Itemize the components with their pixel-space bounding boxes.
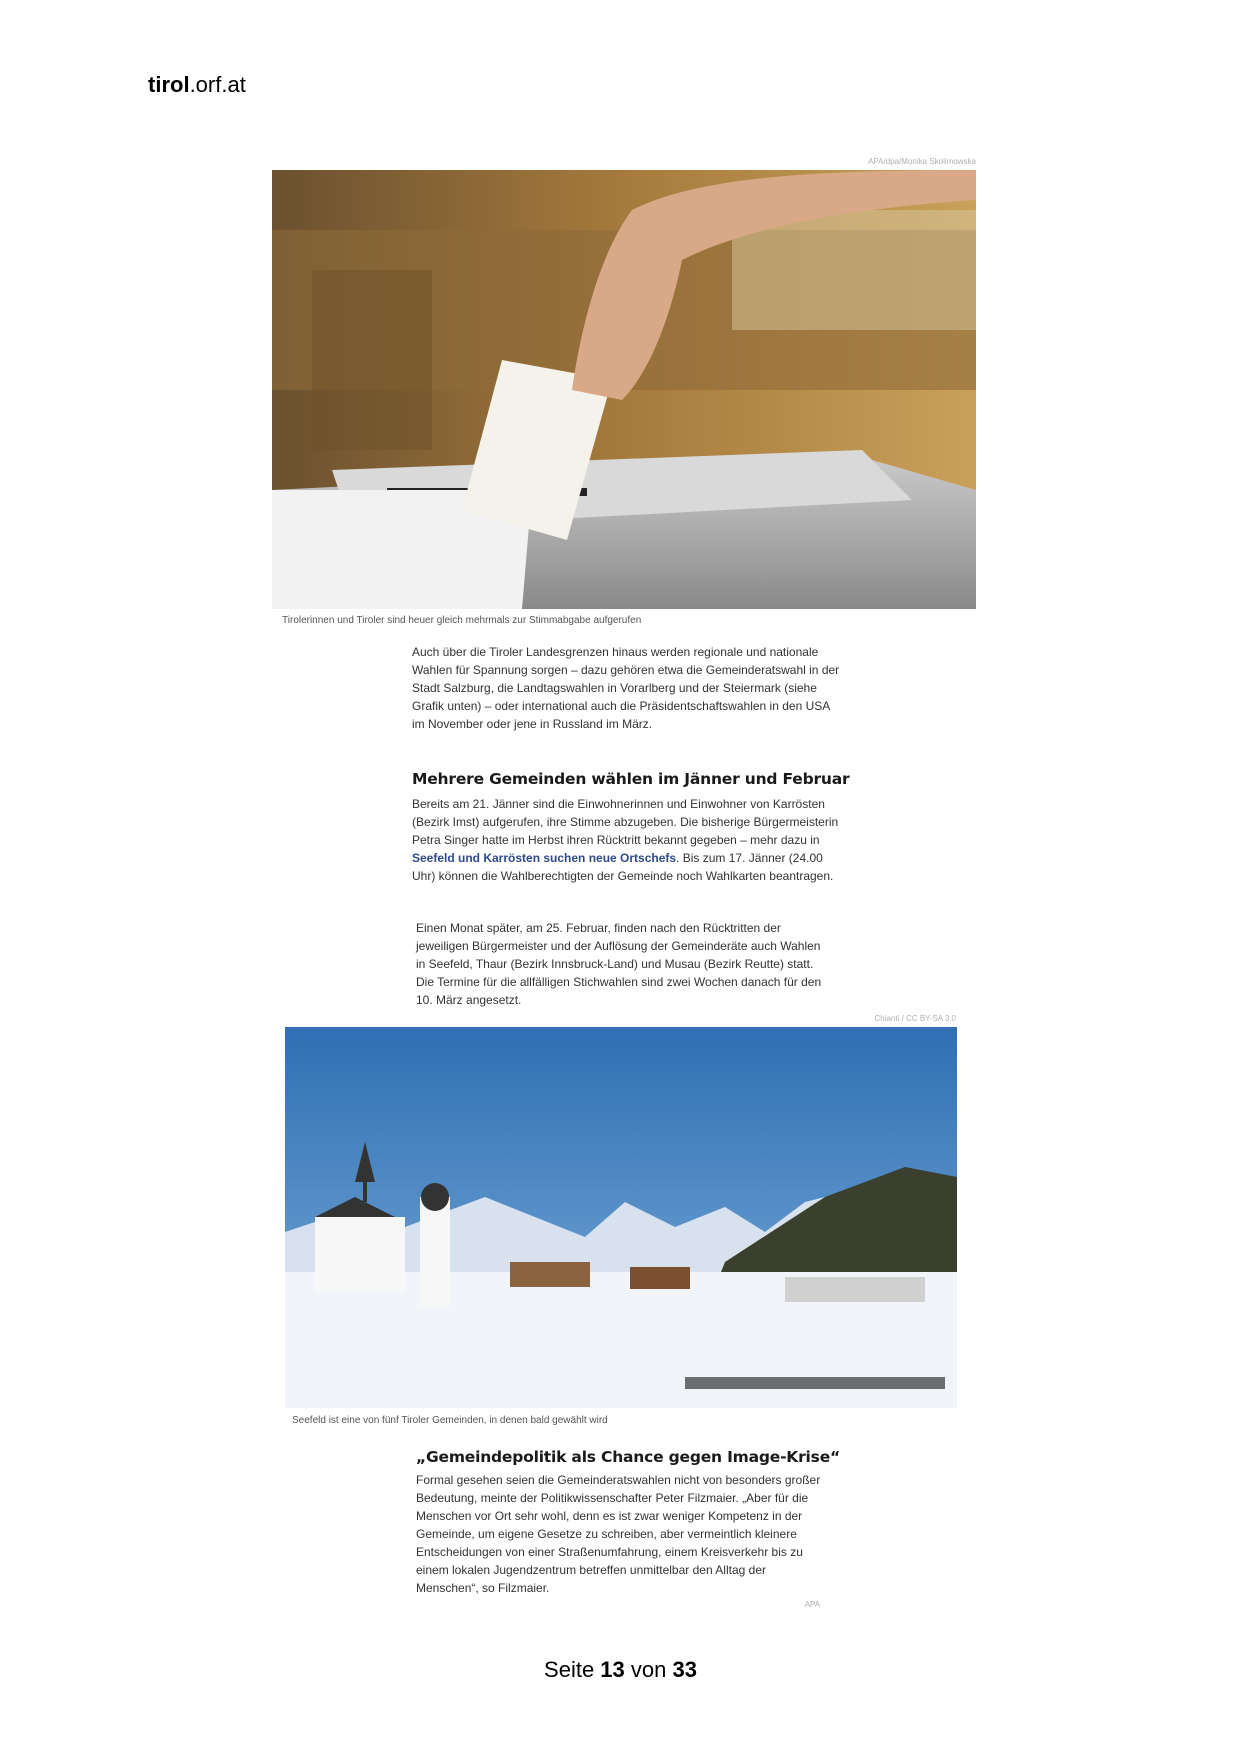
photo-credit: Chianti / CC BY-SA 3.0	[874, 1014, 956, 1023]
intro-paragraph: Auch über die Tiroler Landesgrenzen hinaus werden regionale und nationale Wahlen für Spannung sorgen – dazu gehören etwa die Gemeinderatswahl in der Stadt Salzburg, die Landtagswahlen in Vorarlberg und der Steiermark (siehe Grafik unten) – oder international auch die Präsidentschaftswahlen in den USA im November oder jene in Russland im März.	[412, 645, 840, 731]
site-name-domain: .orf.at	[189, 72, 246, 97]
article-link[interactable]: Seefeld und Karrösten suchen neue Ortschefs	[412, 851, 677, 865]
body-text: . Bis zum 17. Jänner (24.00 Uhr) können die Wahlberechtigten der Gemeinde noch Wahlkarten beantragen.	[412, 851, 834, 883]
body-text: Bereits am 21. Jänner sind die Einwohnerinnen und Einwohner von Karrösten (Bezirk Imst) aufgerufen, ihre Stimme abzugeben. Die bisherige Bürgermeisterin Petra Singer hatte im Herbst ihren Rücktritt bekannt gegeben – mehr dazu in	[412, 797, 839, 847]
page-label-von: von	[624, 1657, 673, 1682]
photo-credit: APA/dpa/Monika Skolimowska	[868, 157, 976, 166]
section-heading: „Gemeindepolitik als Chance gegen Image-Krise“	[416, 1448, 840, 1466]
section-heading: Mehrere Gemeinden wählen im Jänner und Februar	[412, 770, 850, 788]
site-name-bold: tirol	[148, 72, 190, 97]
seefeld-winter-photo	[285, 1027, 957, 1408]
page-footer	[0, 1657, 1241, 1683]
photo-caption: Seefeld ist eine von fünf Tiroler Gemeinden, in denen bald gewählt wird	[292, 1415, 608, 1426]
site-header	[148, 72, 246, 98]
photo-credit: APA	[804, 1600, 820, 1609]
body-paragraph: Einen Monat später, am 25. Februar, finden nach den Rücktritten der jeweiligen Bürgermeister und der Auflösung der Gemeinderäte auch Wahlen in Seefeld, Thaur (Bezirk Innsbruck-Land) und Musau (Bezirk Reutte) statt. Die Termine für die allfälligen Stichwahlen sind zwei Wochen danach für den 10. März angesetzt.	[416, 921, 822, 1007]
ballot-box-photo	[272, 170, 976, 609]
page-total: 33	[672, 1657, 697, 1682]
body-paragraph	[412, 795, 842, 885]
page-label: Seite	[544, 1657, 601, 1682]
body-paragraph: Formal gesehen seien die Gemeinderatswahlen nicht von besonders großer Bedeutung, meinte der Politikwissenschafter Peter Filzmaier. „Aber für die Menschen vor Ort sehr wohl, denn es ist zwar weniger Kompetenz in der Gemeinde, um eigene Gesetze zu schreiben, aber vermeintlich kleinere Entscheidungen von einer Straßenumfahrung, einem Kreisverkehr bis zu einem lokalen Jugendzentrum betreffen unmittelbar den Alltag der Menschen“, so Filzmaier.	[416, 1473, 821, 1595]
page-number: 13	[600, 1657, 625, 1682]
photo-caption: Tirolerinnen und Tiroler sind heuer gleich mehrmals zur Stimmabgabe aufgerufen	[282, 615, 642, 626]
